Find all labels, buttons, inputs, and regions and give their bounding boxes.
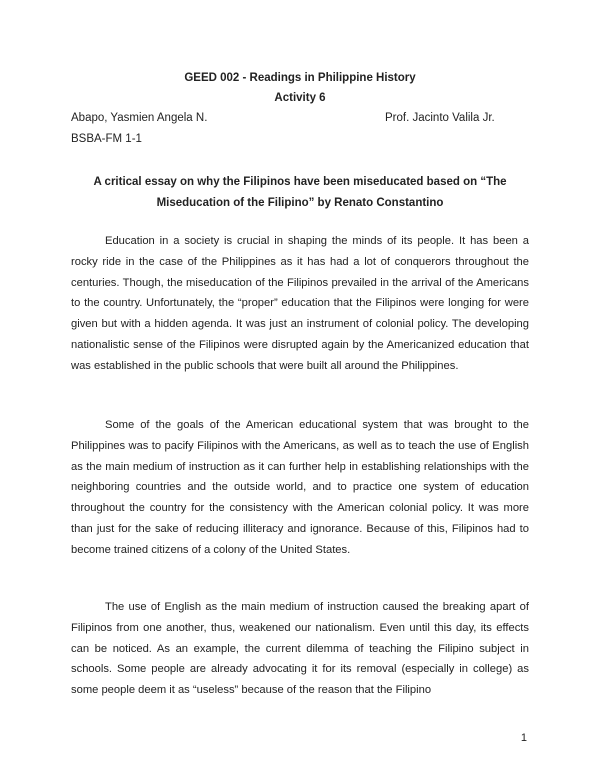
page-number: 1	[520, 732, 527, 744]
essay-paragraph-2: Some of the goals of the American educational system that was brought to the Philippines was to pacify Filipinos with the Americans, as well as to teach the use of English as the main medium of instruction as it can further help in establishing relationships with the neighboring countries and the outside world, and to practice one system of education throughout the country for the consistency with the American colonial policy. It was more than just for the sake of reducing illiteracy and ignorance. Because of this, Filipinos had to become trained citizens of a colony of the United States.	[71, 419, 529, 556]
student-name: Abapo, Yasmien Angela N.	[71, 112, 208, 124]
course-title: GEED 002 - Readings in Philippine History	[184, 72, 416, 84]
essay-paragraph-3: The use of English as the main medium of instruction caused the breaking apart of Filipinos from one another, thus, weakened our nationalism. Even until this day, its effects can be noticed. As an example, the current dilemma of teaching the Filipino subject in schools. Some people are already advocating it for its removal (especially in college) as some people deem it as “useless” because of the reason that the Filipino	[71, 601, 529, 697]
professor-name: Prof. Jacinto Valila Jr.	[385, 112, 495, 124]
essay-paragraph-1: Education in a society is crucial in shaping the minds of its people. It has been a rocky ride in the case of the Philippines as it has had a lot of conquerors throughout the centuries. Though, the miseducation of the Filipinos prevailed in the arrival of the Americans to the country. Unfortunately, the “proper” education that the Filipinos were longing for were given but with a hidden agenda. It was just an instrument of colonial policy. The developing nationalistic sense of the Filipinos were disrupted again by the Americanized education that was established in the public schools that were built all around the Philippines.	[71, 235, 529, 372]
essay-title-line-2: Miseducation of the Filipino” by Renato Constantino	[156, 197, 444, 209]
student-section: BSBA-FM 1-1	[71, 133, 142, 145]
essay-title-line-1: A critical essay on why the Filipinos have been miseducated based on “The	[93, 176, 507, 188]
essay-title	[71, 172, 529, 214]
activity-title: Activity 6	[274, 92, 326, 104]
